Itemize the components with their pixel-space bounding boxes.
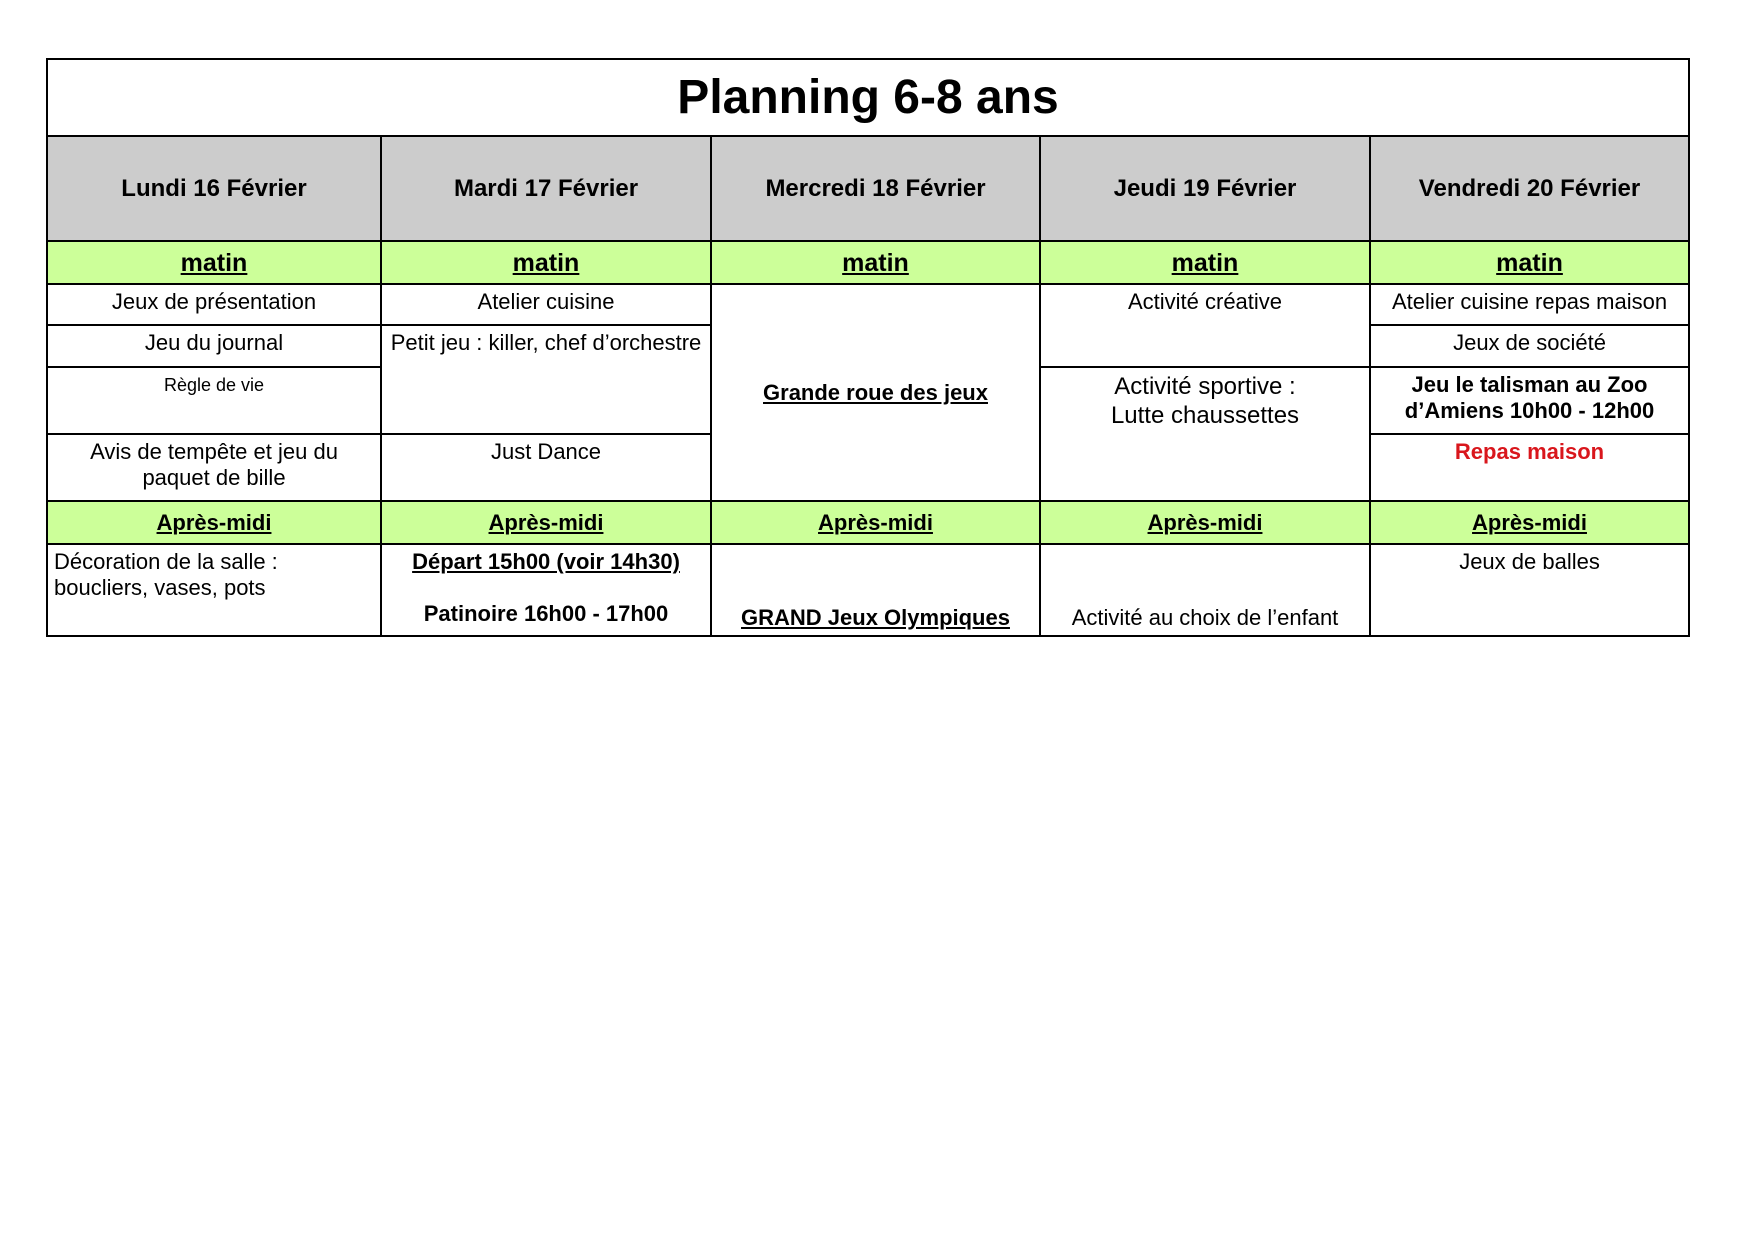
day-header-vendredi: Vendredi 20 Février — [1370, 136, 1689, 241]
morning-label-lundi: matin — [47, 241, 381, 284]
activity-cell-jeudi-sport — [1040, 367, 1370, 501]
morning-label-mardi: matin — [381, 241, 711, 284]
day-header-mardi: Mardi 17 Février — [381, 136, 711, 241]
activity-cell: Décoration de la salle : boucliers, vases, pots — [47, 544, 381, 636]
activity-cell: Activité au choix de l’enfant — [1040, 544, 1370, 636]
activity-cell: Règle de vie — [47, 367, 381, 434]
afternoon-label-jeudi: Après-midi — [1040, 501, 1370, 544]
activity-line: Lutte chaussettes — [1110, 402, 1300, 429]
afternoon-label-vendredi: Après-midi — [1370, 501, 1689, 544]
afternoon-period-row — [47, 501, 1689, 544]
planning-table — [46, 58, 1690, 637]
day-header-row — [47, 136, 1689, 241]
activity-cell: Repas maison — [1370, 434, 1689, 501]
activity-cell: Petit jeu : killer, chef d’orchestre — [381, 325, 711, 434]
activity-cell: Avis de tempête et jeu du paquet de bille — [47, 434, 381, 501]
activity-cell: Jeu le talisman au Zoo d’Amiens 10h00 - 12h00 — [1370, 367, 1689, 434]
activity-cell: Just Dance — [381, 434, 711, 501]
afternoon-label-lundi: Après-midi — [47, 501, 381, 544]
afternoon-label-mercredi: Après-midi — [711, 501, 1040, 544]
activity-cell: Jeux de balles — [1370, 544, 1689, 636]
activity-line: Patinoire 16h00 - 17h00 — [423, 601, 669, 626]
page-title: Planning 6-8 ans — [47, 59, 1689, 136]
morning-label-vendredi: matin — [1370, 241, 1689, 284]
morning-period-row — [47, 241, 1689, 284]
day-header-mercredi: Mercredi 18 Février — [711, 136, 1040, 241]
activity-cell: Atelier cuisine — [381, 284, 711, 325]
activity-cell: Jeux de présentation — [47, 284, 381, 325]
activity-cell: GRAND Jeux Olympiques — [711, 544, 1040, 636]
morning-label-mercredi: matin — [711, 241, 1040, 284]
activity-cell: Activité créative — [1040, 284, 1370, 367]
activity-line: Activité sportive : — [1114, 373, 1296, 400]
day-header-jeudi: Jeudi 19 Février — [1040, 136, 1370, 241]
activity-cell: Atelier cuisine repas maison — [1370, 284, 1689, 325]
morning-label-jeudi: matin — [1040, 241, 1370, 284]
day-header-lundi: Lundi 16 Février — [47, 136, 381, 241]
activity-cell: Jeux de société — [1370, 325, 1689, 367]
afternoon-label-mardi: Après-midi — [381, 501, 711, 544]
activity-line: Départ 15h00 (voir 14h30) — [412, 549, 680, 574]
activity-cell-mercredi-morning: Grande roue des jeux — [711, 284, 1040, 501]
activity-cell: Jeu du journal — [47, 325, 381, 367]
activity-cell-mardi-afternoon — [381, 544, 711, 636]
